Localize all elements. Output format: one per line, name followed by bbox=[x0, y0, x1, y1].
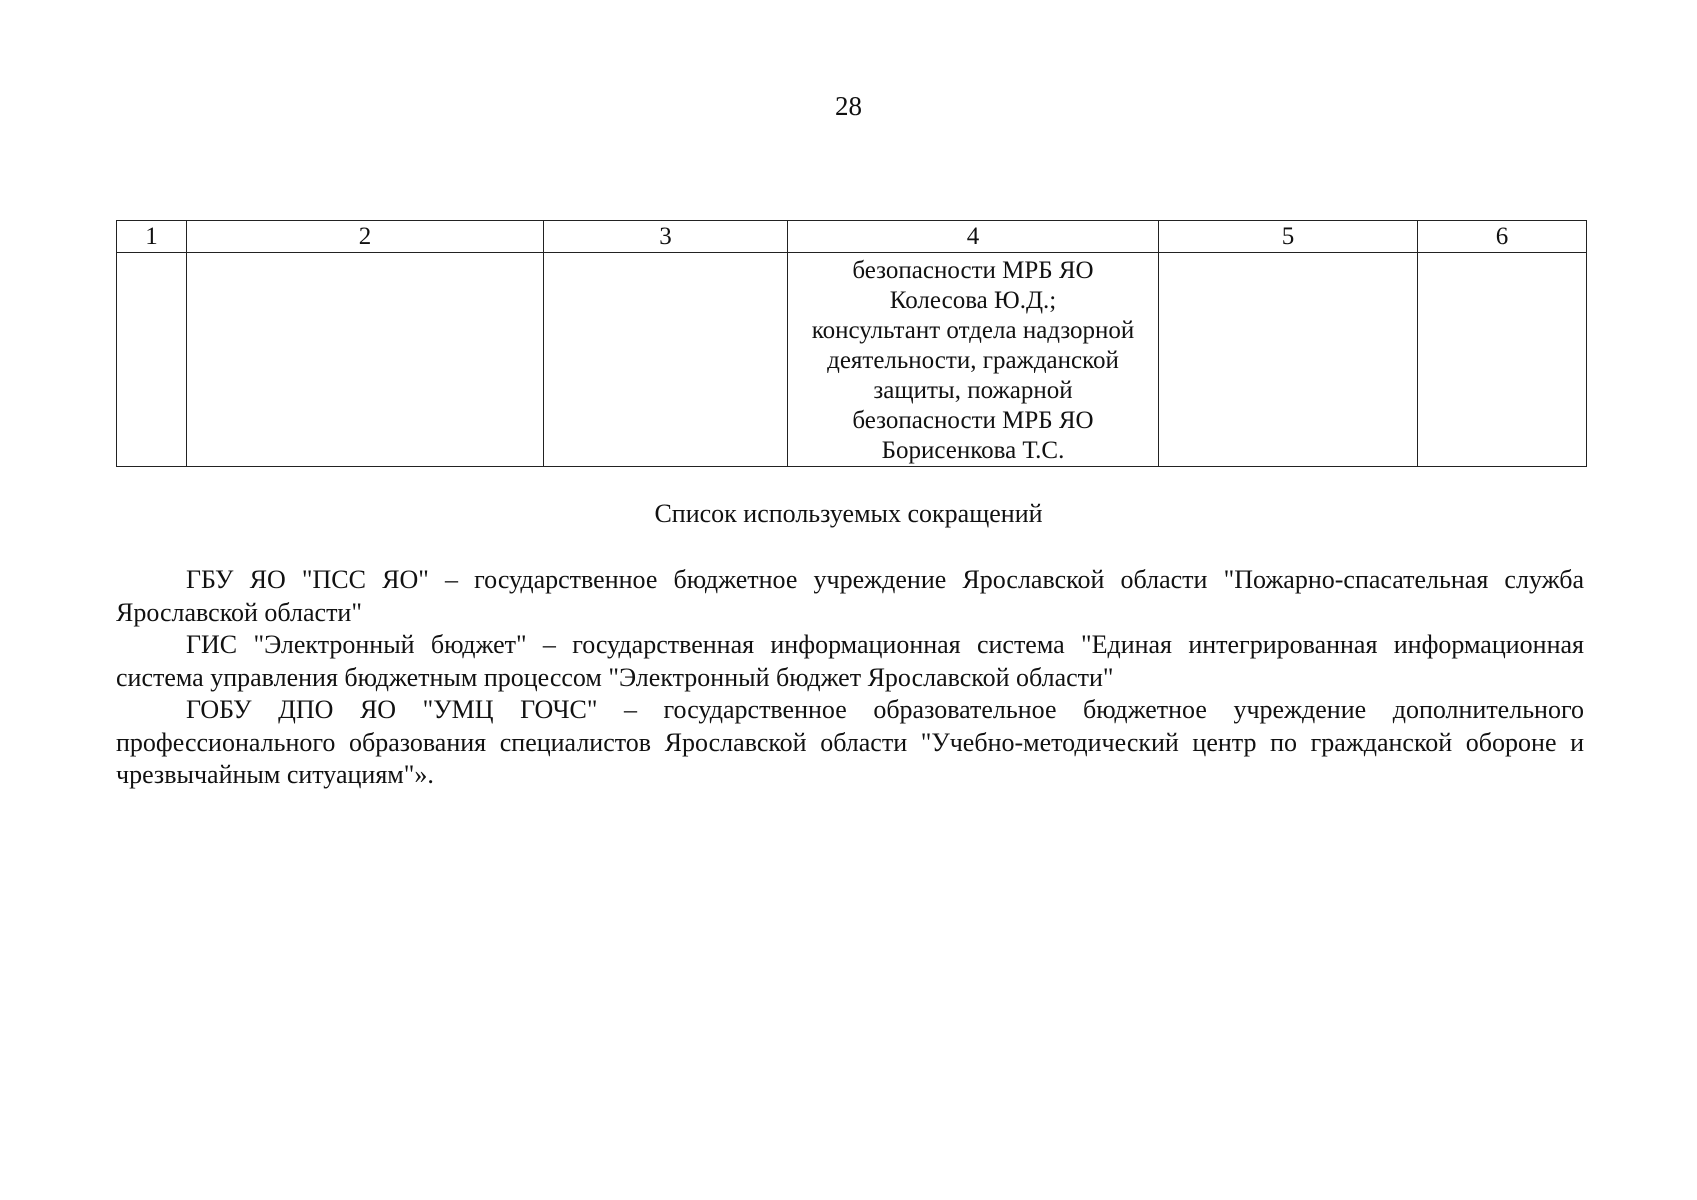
table-header-row bbox=[117, 221, 1587, 253]
cell-text-line: Колесова Ю.Д.; bbox=[889, 287, 1057, 314]
table-row bbox=[117, 253, 1587, 467]
cell-text-line: Борисенкова Т.С. bbox=[881, 437, 1065, 464]
abbreviations-title: Список используемых сокращений bbox=[654, 499, 1043, 528]
abbreviation-item: ГОБУ ДПО ЯО "УМЦ ГОЧС" – государственное образовательное бюджетное учреждение дополнительного профессионального образования специалистов Ярославской области "Учебно-методический центр по гражданской обороне и чрезвычайным ситуациям"». bbox=[116, 695, 1584, 789]
table-cell-col5 bbox=[1159, 253, 1418, 467]
column-header-2: 2 bbox=[187, 221, 544, 253]
table-cell-col4 bbox=[788, 253, 1159, 467]
abbreviations-list bbox=[116, 564, 1584, 792]
abbreviation-item: ГИС "Электронный бюджет" – государственная информационная система "Единая интегрированная информационная система управления бюджетным процессом "Электронный бюджет Ярославской области" bbox=[116, 630, 1584, 692]
cell-text-line: консультант отдела надзорной bbox=[811, 317, 1135, 344]
cell-text-line: безопасности МРБ ЯО bbox=[852, 407, 1094, 434]
column-header-1: 1 bbox=[117, 221, 187, 253]
measures-table bbox=[116, 220, 1587, 467]
cell-text-line: деятельности, гражданской bbox=[827, 347, 1119, 374]
responsible-persons-text bbox=[788, 253, 1158, 466]
table-cell-col2 bbox=[187, 253, 544, 467]
cell-text-line: безопасности МРБ ЯО bbox=[852, 257, 1094, 284]
column-header-4: 4 bbox=[788, 221, 1159, 253]
table-cell-col3 bbox=[544, 253, 788, 467]
table-cell-col1 bbox=[117, 253, 187, 467]
abbreviation-item: ГБУ ЯО "ПСС ЯО" – государственное бюджетное учреждение Ярославской области "Пожарно-спасательная служба Ярославской области" bbox=[116, 565, 1584, 627]
page-number: 28 bbox=[835, 91, 862, 121]
column-header-6: 6 bbox=[1418, 221, 1587, 253]
cell-text-line: защиты, пожарной bbox=[873, 377, 1073, 404]
column-header-5: 5 bbox=[1159, 221, 1418, 253]
table-cell-col6 bbox=[1418, 253, 1587, 467]
column-header-3: 3 bbox=[544, 221, 788, 253]
